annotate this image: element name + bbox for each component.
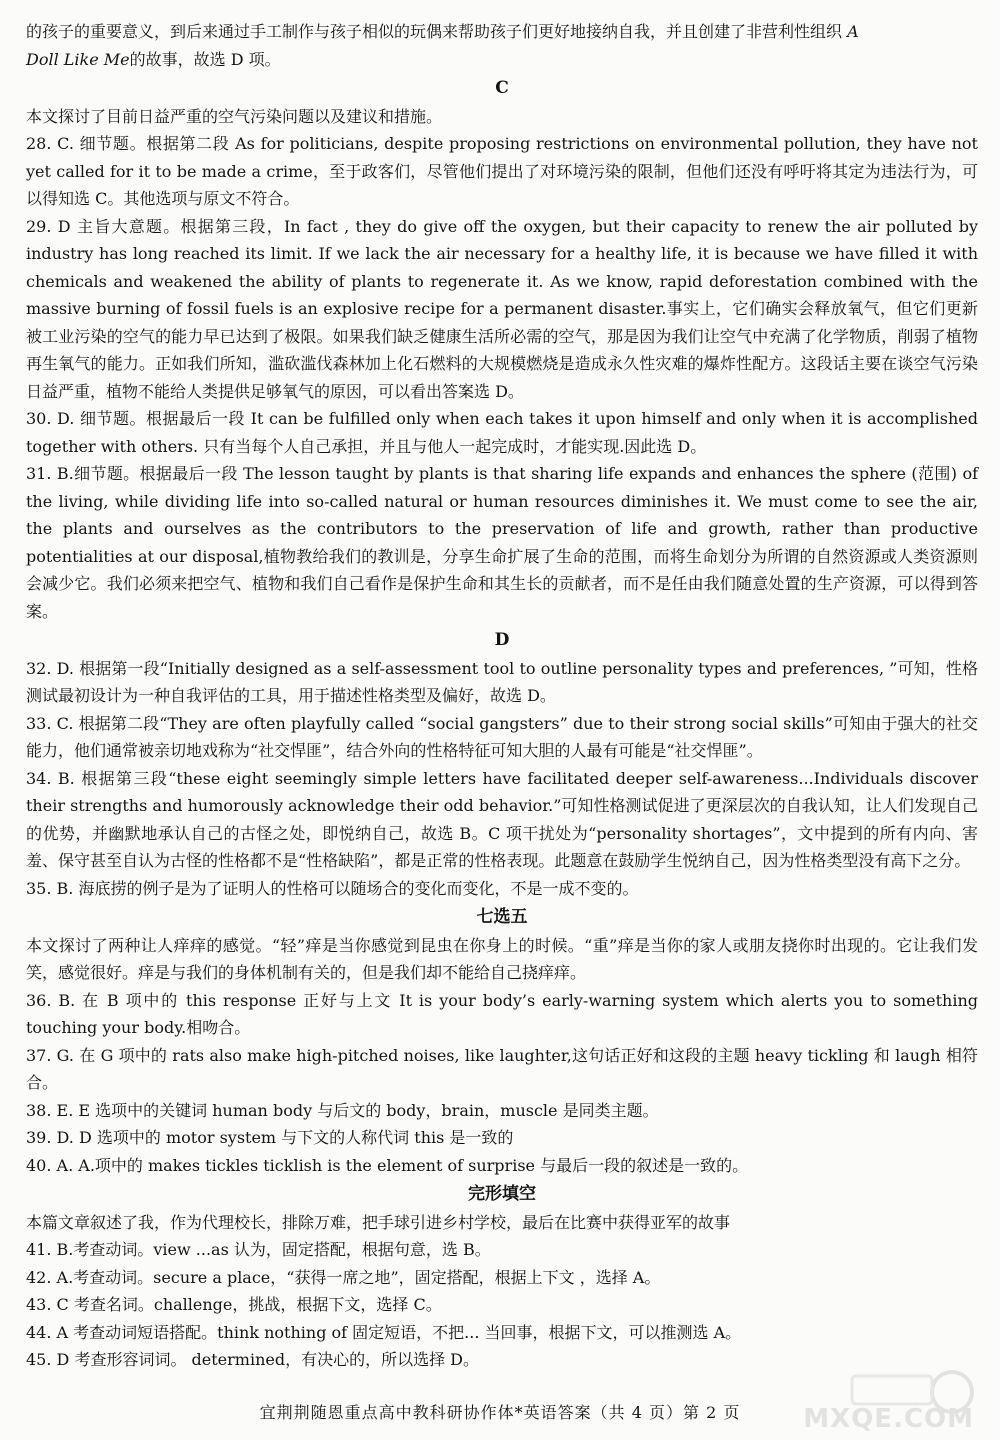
answer-43: 43. C 考查名词。challenge，挑战，根据下文，选择 C。 bbox=[26, 1295, 442, 1314]
summary-paragraph: 本文探讨了两种让人痒痒的感觉。“轻”痒是当你感觉到昆虫在你身上的时候。“重”痒是当你的家人或朋友挠你时出现的。它让我们发笑，感觉很好。痒是与我们的身体机制有关的，但是我们却不能给自己挠痒痒。 bbox=[26, 935, 978, 982]
section-c bbox=[26, 75, 978, 625]
answer-42: 42. A.考查动词。secure a place，“获得一席之地”，固定搭配，根据上下文 ，选择 A。 bbox=[26, 1267, 661, 1287]
answer-45: 45. D 考查形容词词。 determined，有决心的，所以选择 D。 bbox=[26, 1350, 480, 1369]
answer-30: 30. D. 细节题。根据最后一段 It can be fulfilled only when each takes it upon himself and only when it is accomplished together with others. 只有当每个人自己承担，并且与他人一起完成时，才能实现.因此选 D。 bbox=[26, 409, 978, 456]
answer-44: 44. A 考查动词短语搭配。think nothing of 固定短语，不把... 当回事，根据下文，可以推测选 A。 bbox=[26, 1322, 742, 1342]
section-heading: 七选五 bbox=[476, 907, 528, 927]
answer-29: 29. D 主旨大意题。根据第三段，In fact , they do give off the oxygen, but their capacity to renew the air polluted by industry has long reached its limit. If we lack the air necessary for a healthy life, it is because we have filled it with chemicals and weakened the ability of plants to regenerate it. As we know, rapid deforestation combined with the massive burning of fossil fuels is an explosive recipe for a permanent disaster.事实上，它们确实会释放氧气，但它们更新被工业污染的空气的能力早已达到了极限。如果我们缺乏健康生活所必需的空气，那是因为我们让空气中充满了化学物质，削弱了植物再生氧气的能力。正如我们所知，滥砍滥伐森林加上化石燃料的大规模燃烧是造成永久性灾难的爆炸性配方。这段话主要在谈空气污染日益严重，植物不能给人类提供足够氧气的原因，可以看出答案选 D。 bbox=[26, 216, 978, 401]
section-heading: C bbox=[495, 78, 509, 98]
page-footer: 宜荆荆随恩重点高中教科研协作体*英语答案（共 4 页）第 2 页 bbox=[259, 1403, 741, 1422]
section-heading: D bbox=[494, 630, 510, 650]
answer-37: 37. G. 在 G 项中的 rats also make high-pitched noises, like laughter,这句话正好和这段的主题 heavy tickling 和 laugh 相符合。 bbox=[26, 1045, 978, 1092]
section-d bbox=[26, 627, 978, 902]
answer-32: 32. D. 根据第一段“Initially designed as a self-assessment tool to outline personality types and preferences, ”可知，性格测试最初设计为一种自我评估的工具，用于描述性格类型及偏好，故选 D。 bbox=[26, 658, 978, 705]
summary-paragraph: 本文探讨了目前日益严重的空气污染问题以及建议和措施。 bbox=[26, 106, 443, 126]
answer-31: 31. B.细节题。根据最后一段 The lesson taught by plants is that sharing life expands and enhances the sphere (范围) of the living, while dividing life into so-called natural or human resources diminishes it. We must come to see the air, the plants and ourselves as the contributors to the preservation of life and growth, rather than productive potentialities at our disposal,植物教给我们的教训是，分享生命扩展了生命的范围，而将生命划分为所谓的自然资源或人类资源则会减少它。我们必须来把空气、植物和我们自己看作是保护生命和其生长的贡献者，而不是任由我们随意处置的生产资源，可以得到答案。 bbox=[26, 464, 978, 621]
intro-continuation: 的孩子的重要意义，到后来通过手工制作与孩子相似的玩偶来帮助孩子们更好地接纳自我，并且创建了非营利性组织 A Doll Like Me的故事，故选 D 项。 bbox=[26, 22, 859, 69]
answer-33: 33. C. 根据第二段“They are often playfully called “social gangsters” due to their strong social skills”可知由于强大的社交能力，他们通常被亲切地戏称为“社交悍匪”，结合外向的性格特征可知大胆的人最有可能是“社交悍匪”。 bbox=[26, 713, 978, 760]
answer-35: 35. B. 海底捞的例子是为了证明人的性格可以随场合的变化而变化，不是一成不变的。 bbox=[26, 878, 639, 898]
section-heading: 完形填空 bbox=[468, 1184, 536, 1204]
answer-34: 34. B. 根据第三段“these eight seemingly simple letters have facilitated deeper self-awareness...Individuals discover their strengths and humorously acknowledge their odd behavior.”可知性格测试促进了更深层次的自我认知，让人们发现自己的优势，并幽默地承认自己的古怪之处，即悦纳自己，故选 B。C 项干扰处为“personality shortages”，文中提到的所有内向、害羞、保守甚至自认为古怪的性格都不是“性格缺陷”，都是正常的性格表现。此题意在鼓励学生悦纳自己，因为性格类型没有高下之分。 bbox=[26, 768, 978, 870]
watermark-logo bbox=[803, 1368, 982, 1436]
answer-40: 40. A. A.项中的 makes tickles ticklish is the element of surprise 与最后一段的叙述是一致的。 bbox=[26, 1155, 749, 1175]
answer-28: 28. C. 细节题。根据第二段 As for politicians, despite proposing restrictions on environmental pollution, they have not yet called for it to be made a crime，至于政客们，尽管他们提出了对环境污染的限制，但他们还没有呼吁将其定为违法行为，可以得知选 C。其他选项与原文不符合。 bbox=[26, 134, 978, 208]
section-cloze bbox=[26, 1181, 978, 1374]
section-seven-choose-five bbox=[26, 904, 978, 1179]
answer-41: 41. B.考查动词。view ...as 认为，固定搭配，根据句意，选 B。 bbox=[26, 1240, 491, 1259]
watermark-text: MXQE.COM bbox=[803, 1404, 974, 1434]
answer-38: 38. E. E 选项中的关键词 human body 与后文的 body，brain，muscle 是同类主题。 bbox=[26, 1100, 659, 1120]
answer-39: 39. D. D 选项中的 motor system 与下文的人称代词 this 是一致的 bbox=[26, 1128, 514, 1147]
summary-paragraph: 本篇文章叙述了我，作为代理校长，排除万难，把手球引进乡村学校，最后在比赛中获得亚军的故事 bbox=[26, 1212, 731, 1232]
answer-36: 36. B. 在 B 项中的 this response 正好与上文 It is your body’s early-warning system which alerts you to something touching your body.相吻合。 bbox=[26, 990, 978, 1037]
